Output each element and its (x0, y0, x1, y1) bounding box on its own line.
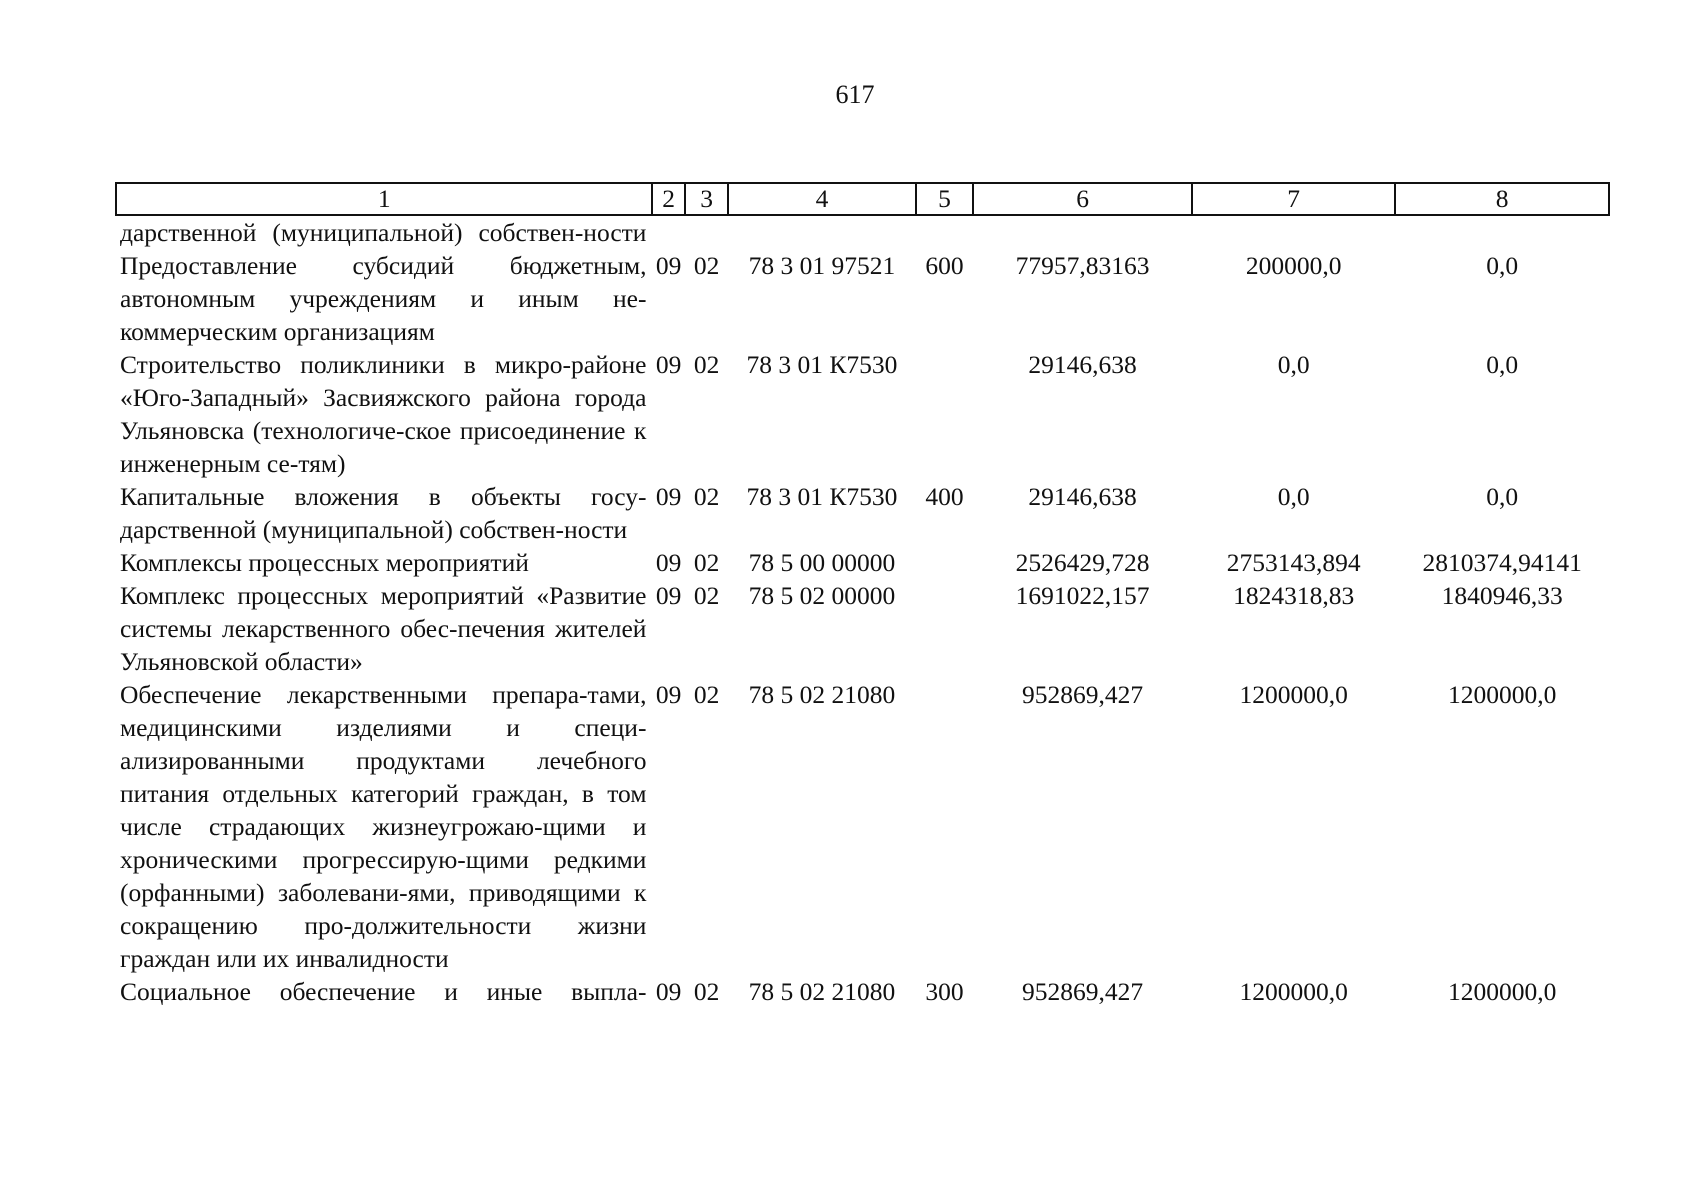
row-name: Комплекс процессных мероприятий «Развитие системы лекарственного обес-печения жителей Ульяновской области» (120, 581, 647, 676)
row-expense-type: 600 (925, 251, 964, 280)
row-amount-col6: 1691022,157 (1015, 581, 1150, 610)
row-name: дарственной (муниципальной) собствен-ности (120, 218, 647, 247)
column-header: 7 (1192, 183, 1395, 215)
row-name: Социальное обеспечение и иные выпла- (120, 977, 647, 1006)
column-header: 5 (916, 183, 974, 215)
table-row (116, 678, 1609, 975)
table-row (116, 215, 1609, 249)
table-header (116, 183, 1609, 215)
row-amount-col7: 0,0 (1277, 350, 1310, 379)
row-target-article: 78 3 01 К7530 (746, 350, 898, 379)
row-amount-col6 (973, 215, 1192, 249)
row-section-code: 09 (655, 977, 682, 1006)
row-amount-col6: 77957,83163 (1015, 251, 1150, 280)
row-amount-col8: 0,0 (1486, 482, 1519, 511)
row-subsection-code: 02 (693, 350, 720, 379)
row-target-article: 78 3 01 К7530 (746, 482, 898, 511)
column-header: 6 (973, 183, 1192, 215)
row-subsection-code: 02 (693, 581, 720, 610)
row-amount-col7: 0,0 (1277, 482, 1310, 511)
row-amount-col8: 1200000,0 (1447, 977, 1557, 1006)
row-amount-col7: 1824318,83 (1233, 581, 1355, 610)
row-section-code (652, 215, 684, 249)
row-expense-type: 400 (925, 482, 964, 511)
row-target-article: 78 5 02 21080 (748, 977, 896, 1006)
table-row (116, 546, 1609, 579)
row-expense-type (916, 348, 974, 480)
row-amount-col8: 0,0 (1486, 251, 1519, 280)
row-name: Капитальные вложения в объекты госу-дарственной (муниципальной) собствен-ности (120, 482, 647, 544)
table-row (116, 348, 1609, 480)
column-header: 1 (116, 183, 652, 215)
row-amount-col6: 2526429,728 (1015, 548, 1150, 577)
row-section-code: 09 (655, 548, 682, 577)
row-amount-col8: 1840946,33 (1441, 581, 1563, 610)
row-amount-col7: 2753143,894 (1226, 548, 1361, 577)
row-expense-type (916, 678, 974, 975)
row-target-article: 78 5 00 00000 (748, 548, 896, 577)
row-amount-col6: 952869,427 (1022, 977, 1144, 1006)
row-name: Комплексы процессных мероприятий (120, 548, 529, 577)
table-body (116, 215, 1609, 1008)
column-header: 4 (728, 183, 915, 215)
table-row (116, 579, 1609, 678)
table-row (116, 249, 1609, 348)
table-row (116, 975, 1609, 1008)
row-section-code: 09 (655, 680, 682, 709)
row-amount-col8 (1395, 215, 1609, 249)
row-section-code: 09 (655, 350, 682, 379)
row-expense-type (916, 546, 974, 579)
row-amount-col6: 29146,638 (1028, 482, 1137, 511)
row-name: Строительство поликлиники в микро-районе «Юго-Западный» Засвияжского района города Ульяновска (технологиче-ское присоединение к инженерным се-тям) (120, 350, 647, 478)
row-name: Предоставление субсидий бюджетным, автономным учреждениям и иным не-коммерческим организациям (120, 251, 647, 346)
row-subsection-code: 02 (693, 482, 720, 511)
row-amount-col7: 200000,0 (1245, 251, 1342, 280)
row-section-code: 09 (655, 482, 682, 511)
column-header: 8 (1395, 183, 1609, 215)
row-amount-col7: 1200000,0 (1239, 977, 1348, 1006)
row-amount-col8: 1200000,0 (1447, 680, 1557, 709)
column-header: 3 (685, 183, 729, 215)
row-expense-type (916, 579, 974, 678)
row-subsection-code: 02 (693, 548, 720, 577)
column-number-row (116, 183, 1609, 215)
row-target-article: 78 3 01 97521 (748, 251, 896, 280)
row-target-article: 78 5 02 21080 (748, 680, 896, 709)
row-subsection-code (685, 215, 729, 249)
page-number: 617 (835, 80, 875, 109)
row-subsection-code: 02 (693, 251, 720, 280)
row-amount-col6: 952869,427 (1022, 680, 1144, 709)
row-name: Обеспечение лекарственными препара-тами, медицинскими изделиями и специ-ализированными продуктами лечебного питания отдельных категорий граждан, в том числе страдающих жизнеугрожаю-щими и хроническими прогрессирую-щими редкими (орфанными) заболевани-ями, приводящими к сокращению про-должительности жизни граждан или их инвалидности (120, 680, 647, 973)
row-subsection-code: 02 (693, 680, 720, 709)
row-amount-col7 (1192, 215, 1395, 249)
row-target-article (728, 215, 915, 249)
column-header: 2 (652, 183, 684, 215)
row-amount-col6: 29146,638 (1028, 350, 1137, 379)
budget-table (115, 182, 1610, 1008)
row-amount-col8: 0,0 (1486, 350, 1519, 379)
row-subsection-code: 02 (693, 977, 720, 1006)
table-row (116, 480, 1609, 546)
row-expense-type: 300 (925, 977, 964, 1006)
row-section-code: 09 (655, 251, 682, 280)
row-expense-type (916, 215, 974, 249)
row-section-code: 09 (655, 581, 682, 610)
row-amount-col8: 2810374,94141 (1422, 548, 1582, 577)
row-target-article: 78 5 02 00000 (748, 581, 896, 610)
row-amount-col7: 1200000,0 (1239, 680, 1348, 709)
